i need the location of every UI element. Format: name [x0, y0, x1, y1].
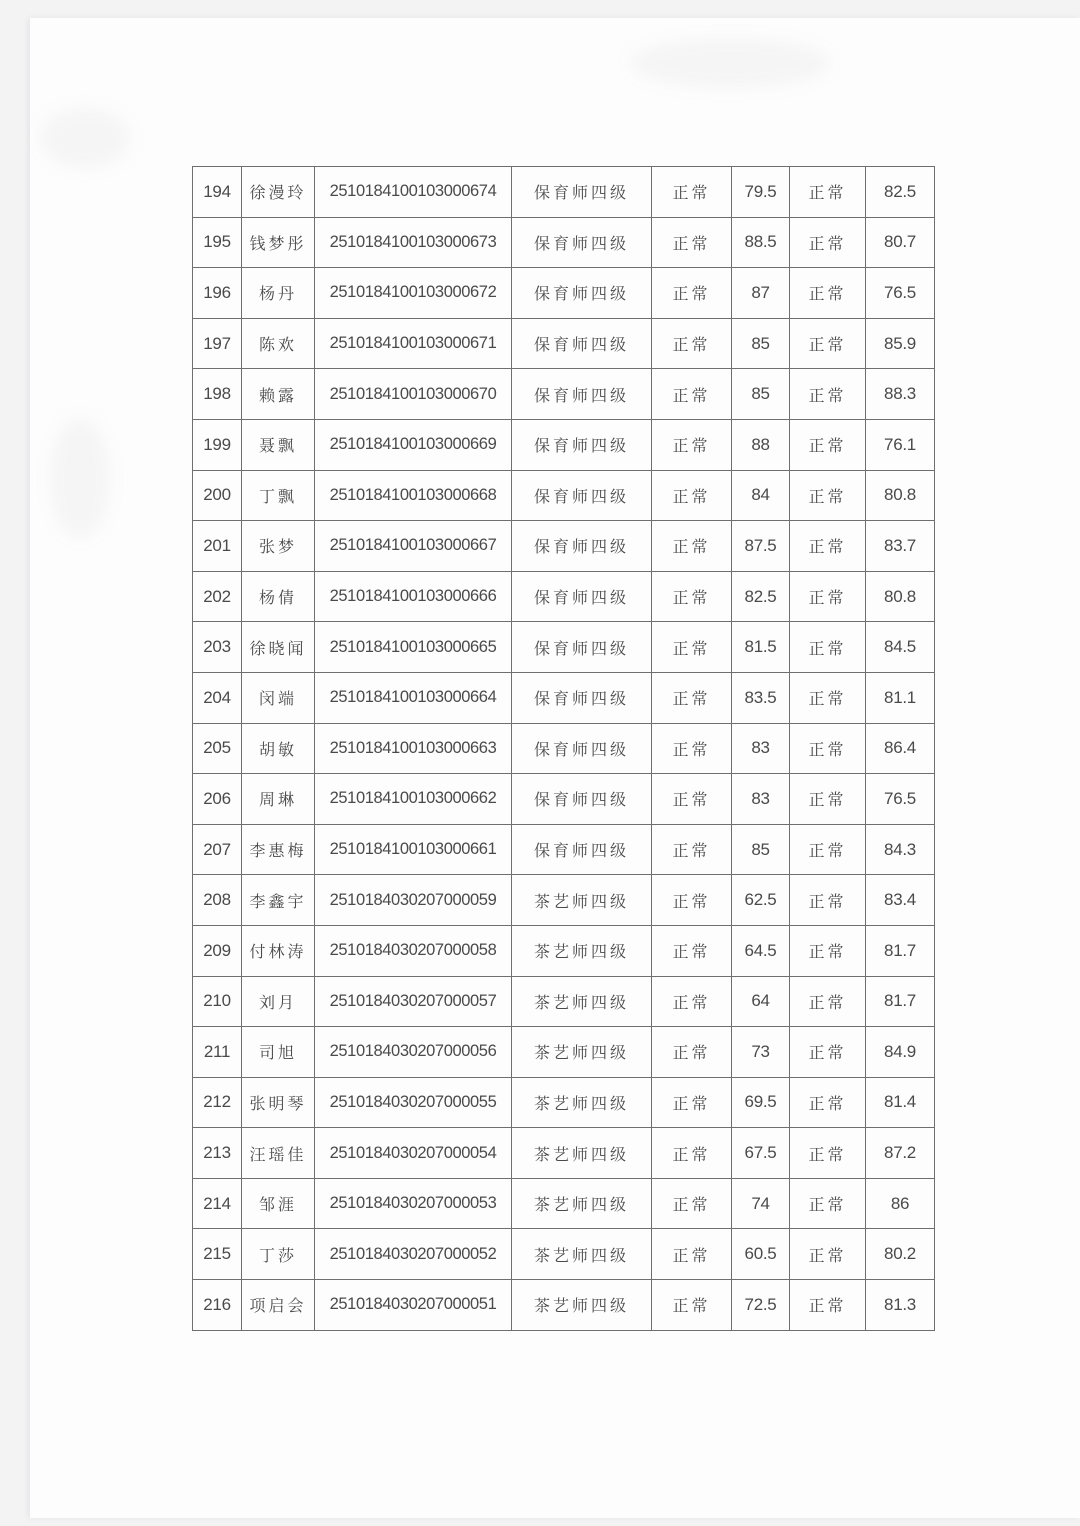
name-cell: 项启会 [242, 1280, 315, 1331]
status-2-cell: 正常 [790, 521, 866, 572]
cert-id-cell: 2510184030207000053 [315, 1178, 512, 1229]
cert-id-cell: 2510184100103000674 [315, 167, 512, 218]
status-2-cell: 正常 [790, 774, 866, 825]
occupation-cell: 茶艺师四级 [512, 1178, 652, 1229]
status-1-cell: 正常 [652, 672, 732, 723]
cert-id-cell: 2510184030207000054 [315, 1128, 512, 1179]
table-row [193, 976, 935, 1027]
name-cell: 杨倩 [242, 571, 315, 622]
table-row [193, 824, 935, 875]
status-1-cell: 正常 [652, 1229, 732, 1280]
score-2-cell: 76.1 [866, 419, 935, 470]
status-1-cell: 正常 [652, 369, 732, 420]
score-1-cell: 67.5 [732, 1128, 790, 1179]
score-1-cell: 60.5 [732, 1229, 790, 1280]
status-2-cell: 正常 [790, 217, 866, 268]
table-row [193, 167, 935, 218]
occupation-cell: 茶艺师四级 [512, 1077, 652, 1128]
status-1-cell: 正常 [652, 419, 732, 470]
occupation-cell: 保育师四级 [512, 318, 652, 369]
name-cell: 丁飘 [242, 470, 315, 521]
occupation-cell: 保育师四级 [512, 268, 652, 319]
score-2-cell: 87.2 [866, 1128, 935, 1179]
score-2-cell: 85.9 [866, 318, 935, 369]
score-2-cell: 84.9 [866, 1027, 935, 1078]
name-cell: 钱梦彤 [242, 217, 315, 268]
occupation-cell: 保育师四级 [512, 521, 652, 572]
name-cell: 周琳 [242, 774, 315, 825]
score-2-cell: 80.2 [866, 1229, 935, 1280]
seq-cell: 210 [193, 976, 242, 1027]
name-cell: 李鑫宇 [242, 875, 315, 926]
name-cell: 聂飘 [242, 419, 315, 470]
status-2-cell: 正常 [790, 571, 866, 622]
status-2-cell: 正常 [790, 318, 866, 369]
score-2-cell: 86.4 [866, 723, 935, 774]
seq-cell: 211 [193, 1027, 242, 1078]
status-2-cell: 正常 [790, 167, 866, 218]
occupation-cell: 茶艺师四级 [512, 875, 652, 926]
cert-id-cell: 2510184100103000662 [315, 774, 512, 825]
table-row [193, 672, 935, 723]
name-cell: 刘月 [242, 976, 315, 1027]
status-2-cell: 正常 [790, 470, 866, 521]
status-2-cell: 正常 [790, 1027, 866, 1078]
name-cell: 杨丹 [242, 268, 315, 319]
score-2-cell: 84.5 [866, 622, 935, 673]
occupation-cell: 茶艺师四级 [512, 1027, 652, 1078]
status-2-cell: 正常 [790, 1128, 866, 1179]
table-row [193, 1027, 935, 1078]
score-2-cell: 81.4 [866, 1077, 935, 1128]
score-2-cell: 80.7 [866, 217, 935, 268]
seq-cell: 196 [193, 268, 242, 319]
cert-id-cell: 2510184100103000669 [315, 419, 512, 470]
cert-id-cell: 2510184100103000671 [315, 318, 512, 369]
cert-id-cell: 2510184100103000661 [315, 824, 512, 875]
score-1-cell: 88.5 [732, 217, 790, 268]
seq-cell: 215 [193, 1229, 242, 1280]
cert-id-cell: 2510184030207000055 [315, 1077, 512, 1128]
status-1-cell: 正常 [652, 571, 732, 622]
status-2-cell: 正常 [790, 723, 866, 774]
table-row [193, 875, 935, 926]
scan-smudge [630, 38, 830, 88]
table-row [193, 723, 935, 774]
occupation-cell: 茶艺师四级 [512, 1229, 652, 1280]
score-1-cell: 81.5 [732, 622, 790, 673]
occupation-cell: 保育师四级 [512, 723, 652, 774]
seq-cell: 213 [193, 1128, 242, 1179]
table-row [193, 1077, 935, 1128]
score-1-cell: 62.5 [732, 875, 790, 926]
status-2-cell: 正常 [790, 1178, 866, 1229]
score-1-cell: 64.5 [732, 925, 790, 976]
status-2-cell: 正常 [790, 925, 866, 976]
cert-id-cell: 2510184030207000056 [315, 1027, 512, 1078]
scan-smudge [50, 418, 110, 538]
name-cell: 丁莎 [242, 1229, 315, 1280]
seq-cell: 200 [193, 470, 242, 521]
seq-cell: 208 [193, 875, 242, 926]
cert-id-cell: 2510184100103000663 [315, 723, 512, 774]
score-2-cell: 76.5 [866, 268, 935, 319]
score-2-cell: 80.8 [866, 470, 935, 521]
name-cell: 邹涯 [242, 1178, 315, 1229]
cert-id-cell: 2510184100103000672 [315, 268, 512, 319]
status-2-cell: 正常 [790, 824, 866, 875]
seq-cell: 203 [193, 622, 242, 673]
seq-cell: 198 [193, 369, 242, 420]
name-cell: 张明琴 [242, 1077, 315, 1128]
occupation-cell: 茶艺师四级 [512, 925, 652, 976]
status-1-cell: 正常 [652, 824, 732, 875]
status-1-cell: 正常 [652, 268, 732, 319]
table-row [193, 1280, 935, 1331]
score-1-cell: 84 [732, 470, 790, 521]
seq-cell: 194 [193, 167, 242, 218]
seq-cell: 209 [193, 925, 242, 976]
status-2-cell: 正常 [790, 369, 866, 420]
score-1-cell: 87 [732, 268, 790, 319]
occupation-cell: 保育师四级 [512, 217, 652, 268]
status-2-cell: 正常 [790, 672, 866, 723]
status-2-cell: 正常 [790, 268, 866, 319]
occupation-cell: 保育师四级 [512, 672, 652, 723]
status-1-cell: 正常 [652, 875, 732, 926]
score-2-cell: 81.3 [866, 1280, 935, 1331]
cert-id-cell: 2510184100103000664 [315, 672, 512, 723]
status-1-cell: 正常 [652, 925, 732, 976]
name-cell: 汪瑶佳 [242, 1128, 315, 1179]
status-1-cell: 正常 [652, 521, 732, 572]
name-cell: 张梦 [242, 521, 315, 572]
status-2-cell: 正常 [790, 1280, 866, 1331]
results-table [192, 166, 935, 1331]
name-cell: 闵端 [242, 672, 315, 723]
score-2-cell: 76.5 [866, 774, 935, 825]
score-1-cell: 87.5 [732, 521, 790, 572]
status-2-cell: 正常 [790, 976, 866, 1027]
cert-id-cell: 2510184100103000668 [315, 470, 512, 521]
occupation-cell: 保育师四级 [512, 369, 652, 420]
cert-id-cell: 2510184030207000057 [315, 976, 512, 1027]
score-1-cell: 79.5 [732, 167, 790, 218]
occupation-cell: 保育师四级 [512, 571, 652, 622]
score-1-cell: 85 [732, 824, 790, 875]
table-row [193, 774, 935, 825]
status-1-cell: 正常 [652, 1128, 732, 1179]
score-2-cell: 81.7 [866, 925, 935, 976]
name-cell: 胡敏 [242, 723, 315, 774]
score-2-cell: 86 [866, 1178, 935, 1229]
seq-cell: 205 [193, 723, 242, 774]
cert-id-cell: 2510184030207000058 [315, 925, 512, 976]
score-2-cell: 83.4 [866, 875, 935, 926]
occupation-cell: 保育师四级 [512, 774, 652, 825]
score-1-cell: 83.5 [732, 672, 790, 723]
table-row [193, 318, 935, 369]
score-1-cell: 73 [732, 1027, 790, 1078]
cert-id-cell: 2510184100103000673 [315, 217, 512, 268]
score-1-cell: 69.5 [732, 1077, 790, 1128]
cert-id-cell: 2510184100103000666 [315, 571, 512, 622]
table-body [193, 167, 935, 1331]
table-row [193, 571, 935, 622]
status-1-cell: 正常 [652, 318, 732, 369]
seq-cell: 202 [193, 571, 242, 622]
score-1-cell: 72.5 [732, 1280, 790, 1331]
cert-id-cell: 2510184100103000670 [315, 369, 512, 420]
status-1-cell: 正常 [652, 976, 732, 1027]
table-row [193, 419, 935, 470]
status-2-cell: 正常 [790, 875, 866, 926]
table-row [193, 217, 935, 268]
score-2-cell: 80.8 [866, 571, 935, 622]
occupation-cell: 保育师四级 [512, 622, 652, 673]
table-row [193, 470, 935, 521]
cert-id-cell: 2510184030207000051 [315, 1280, 512, 1331]
status-2-cell: 正常 [790, 1229, 866, 1280]
score-2-cell: 82.5 [866, 167, 935, 218]
occupation-cell: 茶艺师四级 [512, 1128, 652, 1179]
score-2-cell: 81.1 [866, 672, 935, 723]
seq-cell: 212 [193, 1077, 242, 1128]
name-cell: 李惠梅 [242, 824, 315, 875]
table-row [193, 521, 935, 572]
score-1-cell: 85 [732, 318, 790, 369]
seq-cell: 206 [193, 774, 242, 825]
table-row [193, 925, 935, 976]
score-2-cell: 81.7 [866, 976, 935, 1027]
seq-cell: 214 [193, 1178, 242, 1229]
table-row [193, 622, 935, 673]
score-2-cell: 88.3 [866, 369, 935, 420]
score-2-cell: 84.3 [866, 824, 935, 875]
occupation-cell: 保育师四级 [512, 419, 652, 470]
status-1-cell: 正常 [652, 723, 732, 774]
status-1-cell: 正常 [652, 470, 732, 521]
status-2-cell: 正常 [790, 622, 866, 673]
seq-cell: 204 [193, 672, 242, 723]
status-2-cell: 正常 [790, 419, 866, 470]
name-cell: 司旭 [242, 1027, 315, 1078]
occupation-cell: 茶艺师四级 [512, 1280, 652, 1331]
seq-cell: 197 [193, 318, 242, 369]
cert-id-cell: 2510184100103000667 [315, 521, 512, 572]
score-2-cell: 83.7 [866, 521, 935, 572]
status-1-cell: 正常 [652, 167, 732, 218]
status-1-cell: 正常 [652, 1027, 732, 1078]
score-1-cell: 64 [732, 976, 790, 1027]
score-1-cell: 83 [732, 774, 790, 825]
table-row [193, 369, 935, 420]
table-row [193, 1178, 935, 1229]
name-cell: 陈欢 [242, 318, 315, 369]
status-2-cell: 正常 [790, 1077, 866, 1128]
occupation-cell: 保育师四级 [512, 470, 652, 521]
cert-id-cell: 2510184030207000059 [315, 875, 512, 926]
seq-cell: 207 [193, 824, 242, 875]
table-row [193, 1229, 935, 1280]
table-row [193, 1128, 935, 1179]
seq-cell: 199 [193, 419, 242, 470]
status-1-cell: 正常 [652, 1178, 732, 1229]
cert-id-cell: 2510184100103000665 [315, 622, 512, 673]
name-cell: 赖露 [242, 369, 315, 420]
status-1-cell: 正常 [652, 774, 732, 825]
name-cell: 徐漫玲 [242, 167, 315, 218]
cert-id-cell: 2510184030207000052 [315, 1229, 512, 1280]
occupation-cell: 保育师四级 [512, 824, 652, 875]
results-table-container [192, 166, 934, 1331]
occupation-cell: 茶艺师四级 [512, 976, 652, 1027]
seq-cell: 195 [193, 217, 242, 268]
status-1-cell: 正常 [652, 622, 732, 673]
name-cell: 付林涛 [242, 925, 315, 976]
score-1-cell: 88 [732, 419, 790, 470]
score-1-cell: 74 [732, 1178, 790, 1229]
score-1-cell: 85 [732, 369, 790, 420]
scan-smudge [40, 108, 130, 168]
seq-cell: 216 [193, 1280, 242, 1331]
score-1-cell: 83 [732, 723, 790, 774]
status-1-cell: 正常 [652, 217, 732, 268]
status-1-cell: 正常 [652, 1077, 732, 1128]
table-row [193, 268, 935, 319]
occupation-cell: 保育师四级 [512, 167, 652, 218]
seq-cell: 201 [193, 521, 242, 572]
score-1-cell: 82.5 [732, 571, 790, 622]
status-1-cell: 正常 [652, 1280, 732, 1331]
name-cell: 徐晓闻 [242, 622, 315, 673]
